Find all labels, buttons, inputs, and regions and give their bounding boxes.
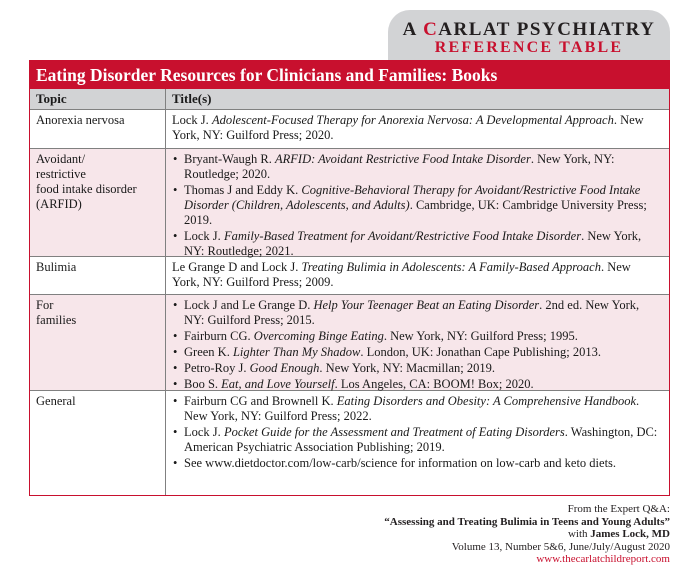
table-row <box>30 257 669 295</box>
row-titles <box>166 391 669 495</box>
table-row <box>30 295 669 391</box>
list-item: • Bryant-Waugh R. ARFID: Avoidant Restrictive Food Intake Disorder. New York, NY: Routledge; 2020. <box>184 152 661 182</box>
row-topic: Anorexia nervosa <box>30 110 166 148</box>
table-header <box>30 89 669 110</box>
row-titles: Lock J. Adolescent-Focused Therapy for Anorexia Nervosa: A Developmental Approach. New York, NY: Guilford Press; 2020. <box>172 113 644 142</box>
website-link[interactable]: www.thecarlatchildreport.com <box>536 553 670 565</box>
header-titles: Title(s) <box>172 91 212 106</box>
brand-subtitle: REFERENCE TABLE <box>434 39 624 56</box>
credit-intro: From the Expert Q&A: <box>567 503 670 515</box>
table-row <box>30 391 669 495</box>
list-item: • Lock J and Le Grange D. Help Your Teenager Beat an Eating Disorder. 2nd ed. New York, NY: Guilford Press; 2015. <box>184 298 661 328</box>
article-title: “Assessing and Treating Bulimia in Teens and Young Adults” <box>384 515 670 528</box>
credit-author: with James Lock, MD <box>567 528 670 540</box>
list-item: • Lock J. Pocket Guide for the Assessment and Treatment of Eating Disorders. Washington, DC: American Psychiatric Association Publishing; 2019. <box>184 425 661 455</box>
row-topic: For families <box>30 295 166 390</box>
row-topic: Avoidant/ restrictive food intake disorder (ARFID) <box>30 149 166 256</box>
row-topic: Bulimia <box>30 257 166 294</box>
list-item: • Fairburn CG. Overcoming Binge Eating. New York, NY: Guilford Press; 1995. <box>184 329 661 344</box>
list-item: • See www.dietdoctor.com/low-carb/science for information on low-carb and keto diets. <box>184 456 661 471</box>
brand-tab <box>388 10 670 60</box>
list-item: • Petro-Roy J. Good Enough. New York, NY: Macmillan; 2019. <box>184 361 661 376</box>
brand-name: A CARLAT PSYCHIATRY <box>402 19 656 40</box>
table-title: Eating Disorder Resources for Clinicians and Families: Books <box>30 61 669 89</box>
reference-table <box>29 60 670 496</box>
table-row <box>30 110 669 149</box>
row-titles: Le Grange D and Lock J. Treating Bulimia in Adolescents: A Family-Based Approach. New York, NY: Guilford Press; 2009. <box>172 260 631 289</box>
row-titles <box>166 295 669 390</box>
row-titles <box>166 149 669 256</box>
list-item: • Green K. Lighter Than My Shadow. London, UK: Jonathan Cape Publishing; 2013. <box>184 345 661 360</box>
list-item: • Fairburn CG and Brownell K. Eating Disorders and Obesity: A Comprehensive Handbook. New York, NY: Guilford Press; 2022. <box>184 394 661 424</box>
list-item: • Thomas J and Eddy K. Cognitive-Behavioral Therapy for Avoidant/Restrictive Food Intake Disorder (Children, Adolescents, and Adults). Cambridge, UK: Cambridge University Press; 2019. <box>184 183 661 228</box>
list-item: • Lock J. Family-Based Treatment for Avoidant/Restrictive Food Intake Disorder. New York, NY: Routledge; 2021. <box>184 229 661 259</box>
credit-issue: Volume 13, Number 5&6, June/July/August 2020 <box>451 540 670 553</box>
list-item: • Boo S. Eat, and Love Yourself. Los Angeles, CA: BOOM! Box; 2020. <box>184 377 661 392</box>
header-topic: Topic <box>30 89 166 109</box>
table-row <box>30 149 669 257</box>
source-credit <box>384 503 670 566</box>
row-topic: General <box>30 391 166 495</box>
